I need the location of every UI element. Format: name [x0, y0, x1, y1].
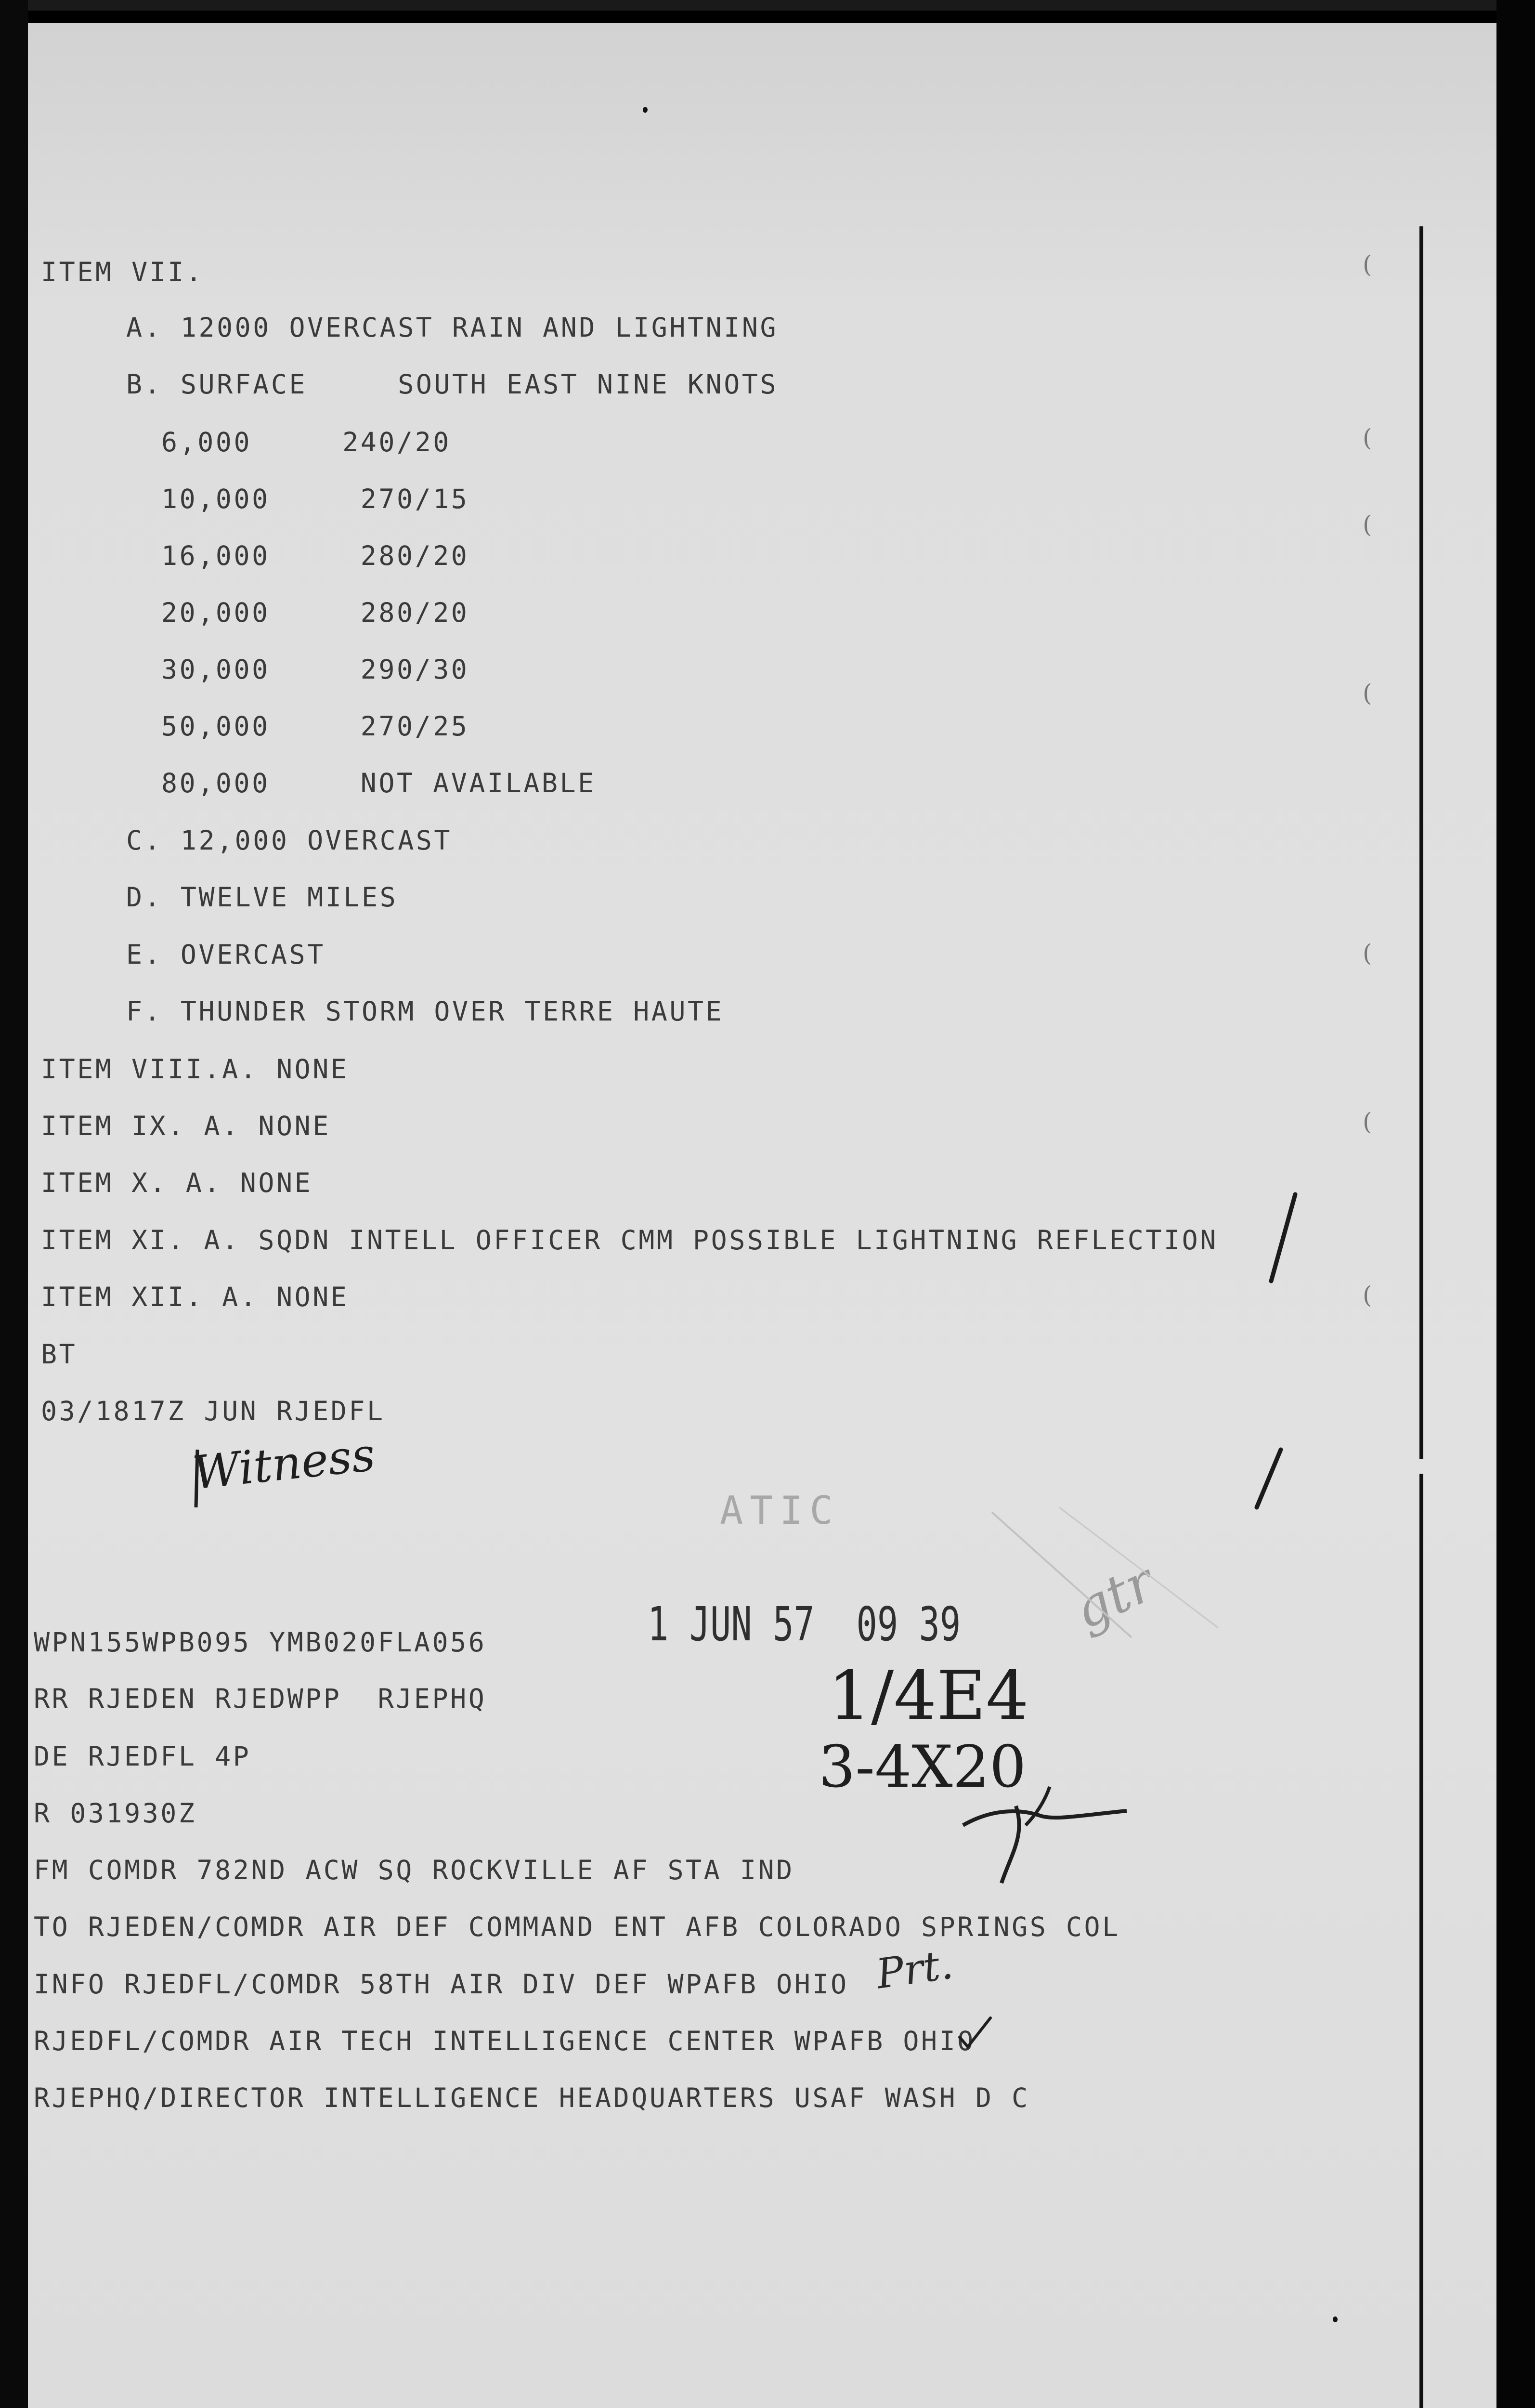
signature-stroke	[190, 1447, 205, 1510]
scan-left-edge	[0, 0, 28, 2408]
item-x: ITEM X. A. NONE	[41, 1167, 313, 1198]
item-vii-heading: ITEM VII.	[41, 257, 204, 288]
item-xi: ITEM XI. A. SQDN INTELL OFFICER CMM POSSIBLE LIGHTNING REFLECTION	[41, 1225, 1218, 1256]
margin-mark: (	[1363, 250, 1372, 278]
item-vii-f: F. THUNDER STORM OVER TERRE HAUTE	[126, 996, 724, 1027]
wind-row: 16,000 280/20	[161, 540, 469, 571]
item-vii-e: E. OVERCAST	[126, 939, 325, 970]
routing-header: WPN155WPB095 YMB020FLA056	[34, 1627, 487, 1658]
witness-signature: Witness	[190, 1428, 378, 1500]
handwritten-print-note: Prt.	[873, 1940, 956, 1999]
faint-diagonal-strokes	[987, 1503, 1228, 1647]
to-line: TO RJEDEN/COMDR AIR DEF COMMAND ENT AFB COLORADO SPRINGS COL	[34, 1911, 1120, 1942]
wind-row: 30,000 290/30	[161, 654, 469, 685]
margin-mark: (	[1363, 679, 1372, 707]
margin-mark: (	[1363, 510, 1372, 538]
item-viii: ITEM VIII.A. NONE	[41, 1054, 349, 1085]
wind-row: 50,000 270/25	[161, 711, 469, 742]
check-mark-icon	[956, 2013, 994, 2052]
handwritten-initial-stroke	[953, 1772, 1136, 1888]
wind-row: 10,000 270/15	[161, 484, 469, 514]
dtg-line: R 031930Z	[34, 1798, 197, 1829]
wind-row: 20,000 280/20	[161, 597, 469, 628]
scan-speck	[643, 107, 648, 113]
margin-mark: (	[1363, 424, 1372, 452]
break-marker: BT	[41, 1339, 78, 1370]
item-vii-b: B. SURFACE SOUTH EAST NINE KNOTS	[126, 369, 779, 400]
margin-mark: (	[1363, 1108, 1372, 1136]
item-ix: ITEM IX. A. NONE	[41, 1111, 331, 1141]
originator-line: DE RJEDFL 4P	[34, 1741, 251, 1772]
received-date-stamp: 1 JUN 57 09 39	[648, 1597, 961, 1651]
atic-stamp: ATIC	[720, 1488, 840, 1533]
item-vii-d: D. TWELVE MILES	[126, 882, 398, 913]
check-mark-icon	[1262, 1190, 1305, 1286]
wind-row: 6,000 240/20	[161, 427, 451, 458]
check-mark-icon	[1247, 1445, 1290, 1512]
item-vii-c: C. 12,000 OVERCAST	[126, 825, 453, 856]
date-time-group: 03/1817Z JUN RJEDFL	[41, 1396, 385, 1426]
item-vii-a: A. 12000 OVERCAST RAIN AND LIGHTNING	[126, 312, 779, 343]
info-line: RJEPHQ/DIRECTOR INTELLIGENCE HEADQUARTERS USAF WASH D C	[34, 2082, 1030, 2113]
info-line: INFO RJEDFL/COMDR 58TH AIR DIV DEF WPAFB OHIO	[34, 1969, 849, 2000]
item-xii: ITEM XII. A. NONE	[41, 1282, 349, 1312]
wind-row: 80,000 NOT AVAILABLE	[161, 768, 596, 798]
precedence-line: RR RJEDEN RJEDWPP RJEPHQ	[34, 1683, 487, 1714]
from-line: FM COMDR 782ND ACW SQ ROCKVILLE AF STA IND	[34, 1855, 794, 1885]
handwritten-file-code-1: 1/4E4	[828, 1657, 1029, 1735]
scan-top-edge	[28, 0, 1496, 11]
page1-right-rule	[1419, 226, 1423, 1459]
margin-mark: (	[1363, 939, 1372, 967]
scan-speck	[1333, 2316, 1338, 2322]
info-line: RJEDFL/COMDR AIR TECH INTELLIGENCE CENTER WPAFB OHIO	[34, 2026, 976, 2056]
scan-right-edge	[1496, 0, 1535, 2408]
faint-initials: gtr	[1064, 1551, 1164, 1641]
page2-right-rule	[1419, 1474, 1423, 2408]
margin-mark: (	[1363, 1281, 1372, 1309]
handwritten-file-code-2: 3-4X20	[819, 1734, 1027, 1801]
